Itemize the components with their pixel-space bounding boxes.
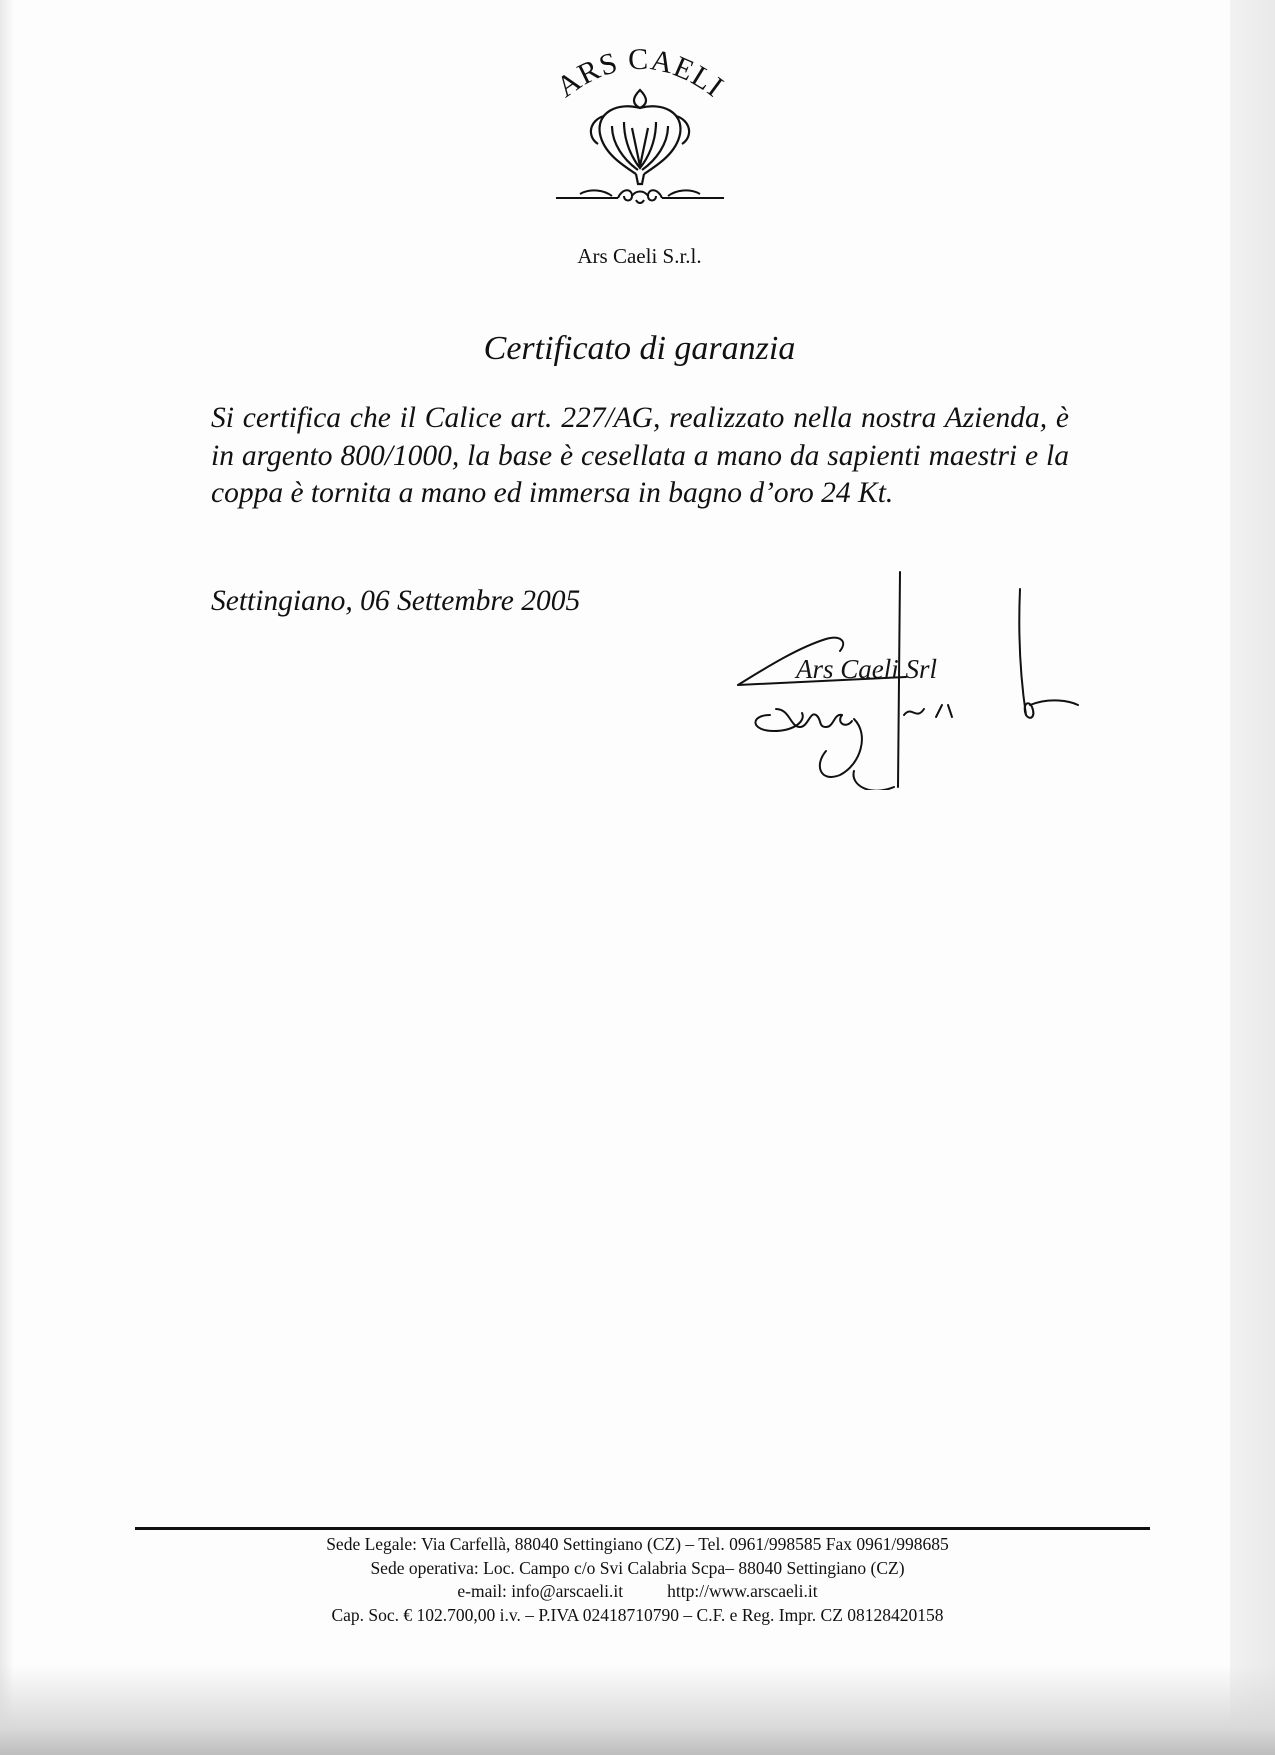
- svg-text:ARS CAELI: ARS CAELI: [550, 42, 730, 104]
- footer-sede-legale: Sede Legale: Via Carfellà, 88040 Settingiano (CZ) – Tel. 0961/998585 Fax 0961/998685: [326, 1534, 949, 1554]
- scan-shadow-bottom: [0, 1665, 1275, 1755]
- certificate-body: Si certifica che il Calice art. 227/AG, realizzato nella nostra Azienda, è in argento 800/1000, la base è cesellata a mano da sapienti maestri e la coppa è tornita a mano ed immersa in bagno d’oro 24 Kt.: [211, 402, 1069, 509]
- company-name: Ars Caeli S.r.l.: [577, 244, 702, 268]
- footer-sede-operativa: Sede operativa: Loc. Campo c/o Svi Calabria Scpa– 88040 Settingiano (CZ): [370, 1557, 905, 1578]
- footer-registry: Cap. Soc. € 102.700,00 i.v. – P.IVA 02418710790 – C.F. e Reg. Impr. CZ 08128420158: [331, 1604, 944, 1625]
- footer-website-link[interactable]: http://www.arscaeli.it: [667, 1581, 818, 1601]
- footer-email[interactable]: e-mail: info@arscaeli.it: [457, 1581, 624, 1601]
- ars-caeli-logo: [520, 28, 760, 228]
- footer-contact-line: [0, 1580, 1275, 1604]
- footer-contacts: [0, 1533, 1275, 1627]
- document-title: Certificato di garanzia: [483, 330, 796, 367]
- handwritten-signature: [730, 565, 1080, 790]
- footer-divider: [135, 1527, 1150, 1530]
- company-stamp: Ars Caeli Srl: [796, 654, 938, 684]
- place-and-date: Settingiano, 06 Settembre 2005: [211, 585, 581, 617]
